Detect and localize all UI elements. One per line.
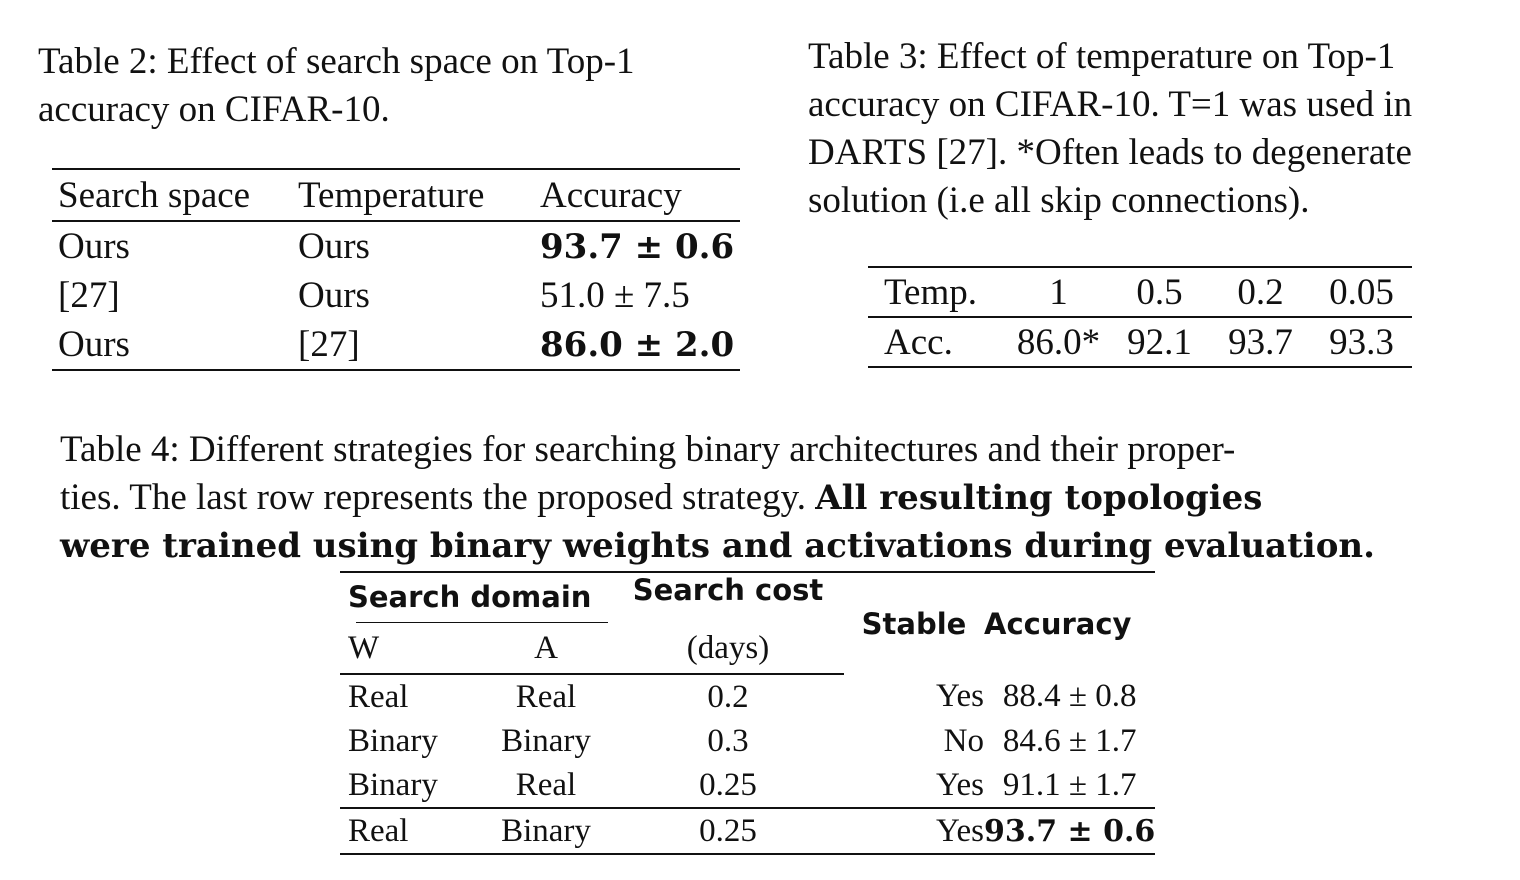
table2-cell: [27] <box>58 275 120 316</box>
table4-header-search-cost: Search cost <box>632 573 824 607</box>
table4-row <box>340 719 1155 763</box>
table2-caption <box>38 38 758 134</box>
table3-caption-line: solution (i.e all skip connections). <box>808 180 1310 221</box>
table4-row <box>340 808 1155 854</box>
table3-cell: Temp. <box>868 267 1008 317</box>
table4-cell: 93.7 ± 0.6 <box>984 808 1155 854</box>
table4-caption-text: ties. The last row represents the proposed strategy. <box>60 477 806 518</box>
table2-cell: Ours <box>298 226 370 267</box>
table4-cell: 0.25 <box>699 766 757 803</box>
table4-cell: Binary <box>501 722 591 759</box>
table4-cell: 91.1 ± 1.7 <box>1002 766 1137 803</box>
table4-caption <box>60 426 1440 570</box>
table4-caption-line <box>60 474 1440 522</box>
table4-cell: Yes <box>844 808 984 854</box>
table3-header-row <box>868 267 1412 317</box>
table2-cell: [27] <box>298 324 360 365</box>
search-domain-label: Search domain <box>348 580 592 614</box>
table4-subheader-a: A <box>480 623 612 674</box>
table4 <box>340 571 1155 855</box>
table4-row <box>340 674 1155 719</box>
table3-cell: 93.3 <box>1329 321 1394 363</box>
table4-header-search-domain <box>340 572 612 623</box>
table4-cell: Real <box>340 808 480 854</box>
table4-caption-line <box>60 522 1440 570</box>
table2-header-row <box>52 169 740 221</box>
table4-subheader-days: (days) <box>612 623 844 674</box>
table4-caption-bold: were trained using binary weights and activations during evaluation. <box>60 526 1375 566</box>
table3-cell: 93.7 <box>1228 321 1293 363</box>
table2-row <box>52 221 740 271</box>
table4-cell: Yes <box>935 766 984 803</box>
table4-cell: 0.25 <box>612 808 844 854</box>
table2-header-cell: Accuracy <box>534 169 740 221</box>
table3 <box>868 266 1412 368</box>
table4-header-accuracy: Accuracy <box>984 606 1132 641</box>
table4-header-row <box>340 572 1155 623</box>
table2-cell: Ours <box>58 324 130 365</box>
table3-cell: 0.05 <box>1311 267 1412 317</box>
table2-cell: 86.0 ± 2.0 <box>540 324 735 365</box>
table3-caption <box>808 33 1508 225</box>
table4-cell: No <box>943 722 984 759</box>
table4-cell: Binary <box>348 766 438 803</box>
table4-subheader-w: W <box>340 623 480 674</box>
table2-row <box>52 271 740 320</box>
table2-caption-line: accuracy on CIFAR-10. <box>38 89 390 130</box>
table3-caption-line: DARTS [27]. *Often leads to degenerate <box>808 132 1412 173</box>
table4-cell: Real <box>515 766 577 803</box>
table4-cell: 0.3 <box>707 722 749 759</box>
table2-cell: Ours <box>298 275 370 316</box>
table3-cell: 1 <box>1008 267 1109 317</box>
table3-cell: 92.1 <box>1127 321 1192 363</box>
table2-cell: 93.7 ± 0.6 <box>540 226 735 267</box>
table4-caption-bold: All resulting topologies <box>815 478 1263 518</box>
group-underline <box>356 614 608 623</box>
table3-caption-line: Table 3: Effect of temperature on Top-1 <box>808 36 1396 77</box>
table4-row <box>340 763 1155 808</box>
table2-row <box>52 320 740 370</box>
table4-cell: Binary <box>480 808 612 854</box>
table2-cell: Ours <box>58 226 130 267</box>
table3-caption-line: accuracy on CIFAR-10. T=1 was used in <box>808 84 1413 125</box>
table4-header-stable: Stable <box>861 606 967 641</box>
table2-header-cell: Search space <box>52 169 292 221</box>
table4-cell: 84.6 ± 1.7 <box>1002 722 1137 759</box>
table2-header-cell: Temperature <box>292 169 534 221</box>
table3-row <box>868 317 1412 367</box>
table4-cell: Real <box>348 678 409 715</box>
table4-cell: 88.4 ± 0.8 <box>1002 678 1137 714</box>
table4-cell: Yes <box>935 678 984 714</box>
table4-caption-line: Table 4: Different strategies for searching binary architectures and their proper- <box>60 429 1236 470</box>
table2-cell: 51.0 ± 7.5 <box>540 275 690 316</box>
table3-cell: Acc. <box>884 321 953 363</box>
table3-cell: 0.2 <box>1210 267 1311 317</box>
table3-cell: 86.0* <box>1016 321 1101 363</box>
table2-caption-line: Table 2: Effect of search space on Top-1 <box>38 41 635 82</box>
table4-cell: 0.2 <box>707 678 749 715</box>
table4-cell: Binary <box>348 722 438 759</box>
table3-cell: 0.5 <box>1109 267 1210 317</box>
table4-cell: Real <box>515 678 577 715</box>
table2 <box>52 168 740 371</box>
